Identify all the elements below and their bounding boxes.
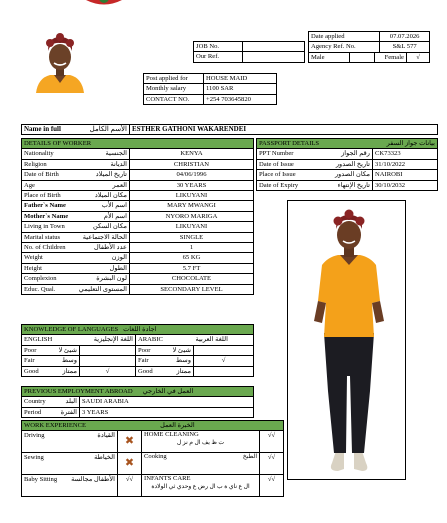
languages-title: KNOWLEDGE OF LANGUAGES اجادة اللغات — [22, 325, 254, 335]
worker-row — [22, 191, 254, 201]
english-level-mark[interactable]: √ — [80, 366, 136, 376]
skill-label: Cooking الطبخ — [142, 453, 260, 475]
name-label: Name in full الأسم الكامل — [22, 125, 130, 135]
worker-field-label: Complexion لون البشرة — [22, 274, 130, 284]
passport-field-value: 30/10/2032 — [373, 180, 438, 190]
male-mark[interactable] — [350, 53, 375, 63]
job-no-value[interactable] — [243, 42, 305, 52]
passport-row — [257, 170, 438, 180]
skill-mark[interactable]: √√ — [118, 475, 142, 497]
english-level-mark[interactable] — [80, 345, 136, 355]
languages-table — [21, 324, 254, 377]
worker-field-value: 04/06/1996 — [130, 170, 254, 180]
worker-field-value: CHRISTIAN — [130, 159, 254, 169]
job-ref-table — [193, 41, 305, 63]
skill-mark[interactable] — [118, 453, 142, 475]
passport-field-value: CK73323 — [373, 149, 438, 159]
worker-row — [22, 222, 254, 232]
our-ref-label: Our Ref. — [194, 52, 243, 62]
worker-field-label: Mother`s Name اسم الأم — [22, 211, 130, 221]
experience-row — [22, 453, 284, 475]
female-label: Female — [375, 53, 407, 63]
male-label: Male — [309, 53, 350, 63]
skill-mark[interactable]: √√ — [260, 431, 284, 453]
worker-field-label: Marital status الحالة الاجتماعية — [22, 232, 130, 242]
worker-row — [22, 159, 254, 169]
worker-table — [21, 138, 254, 295]
worker-field-value: NYORO MARIGA — [130, 211, 254, 221]
headshot-photo — [36, 31, 84, 93]
skill-mark[interactable]: √√ — [260, 453, 284, 475]
experience-table — [21, 420, 284, 497]
arabic-header: ARABIC — [136, 335, 194, 345]
experience-row — [22, 431, 284, 453]
job-no-label: JOB No. — [194, 42, 243, 52]
worker-field-label: Educ. Qual. المستوى التعليمي — [22, 284, 130, 294]
arabic-level-mark[interactable]: √ — [194, 356, 254, 366]
passport-field-value: 31/10/2022 — [373, 159, 438, 169]
name-value: ESTHER GATHONI WAKARENDEI — [130, 125, 438, 135]
experience-title: WORK EXPERIENCE الخبرة العمل — [22, 421, 284, 431]
passport-row — [257, 159, 438, 169]
worker-field-value: 1 — [130, 243, 254, 253]
worker-row — [22, 201, 254, 211]
arabic-level-label: Fair وسط — [136, 356, 194, 366]
worker-field-label: Age العمر — [22, 180, 130, 190]
worker-field-value: SINGLE — [130, 232, 254, 242]
female-mark[interactable]: √ — [407, 53, 430, 63]
english-level-label: Fair وسط — [22, 356, 80, 366]
agency-ref-label: Agency Ref. No. — [309, 42, 380, 52]
period-value: 3 YEARS — [80, 407, 254, 417]
salary-value: 1100 SAR — [204, 84, 277, 94]
contact-label: CONTACT NO. — [144, 94, 204, 104]
worker-row — [22, 170, 254, 180]
arabic-level-label: Poor شيئ لا — [136, 345, 194, 355]
worker-row — [22, 284, 254, 294]
worker-field-value: LIKUYANI — [130, 191, 254, 201]
skill-label: HOME CLEANING ت ظ يف ال م نز ل — [142, 431, 260, 453]
worker-row — [22, 211, 254, 221]
abroad-title: PREVIOUS EMPLOYMENT ABROAD العمل في الخارجي — [22, 387, 254, 397]
worker-field-label: Nationality الجنسية — [22, 149, 130, 159]
arabic-level-mark[interactable] — [194, 366, 254, 376]
gender-table — [308, 52, 430, 63]
worker-field-label: Weight الوزن — [22, 253, 130, 263]
experience-row — [22, 475, 284, 497]
english-header: ENGLISH — [22, 335, 80, 345]
worker-field-value: KENYA — [130, 149, 254, 159]
full-body-photo — [287, 200, 406, 480]
worker-field-value: 5.7 FT — [130, 263, 254, 273]
post-label: Post applied for — [144, 74, 204, 84]
skill-label: INFANTS CARE ال ع ناي ة ب ال رض ع وحدي ثي الولادة — [142, 475, 260, 497]
abroad-table — [21, 386, 254, 418]
arabic-level-label: Good ممتاز — [136, 366, 194, 376]
worker-field-label: Father`s Name اسم الأب — [22, 201, 130, 211]
cross-icon: ✖ — [124, 456, 135, 470]
agency-ref-value: S&L 577 — [380, 42, 430, 52]
passport-row — [257, 180, 438, 190]
post-table — [143, 73, 277, 105]
worker-field-value: LIKUYANI — [130, 222, 254, 232]
skill-label: Driving القيادة — [22, 431, 118, 453]
passport-row — [257, 149, 438, 159]
period-label: Period الفترة — [22, 407, 80, 417]
worker-row — [22, 149, 254, 159]
worker-row — [22, 180, 254, 190]
arabic-level-mark[interactable] — [194, 345, 254, 355]
worker-title: DETAILS OF WORKER — [22, 139, 254, 149]
worker-field-value: CHOCOLATE — [130, 274, 254, 284]
date-applied-value: 07.07.2026 — [380, 32, 430, 42]
english-level-mark[interactable] — [80, 356, 136, 366]
agency-logo — [84, 0, 124, 6]
worker-row — [22, 263, 254, 273]
language-row — [22, 356, 254, 366]
passport-table — [256, 138, 438, 191]
worker-field-label: No. of Children عدد الأطفال — [22, 243, 130, 253]
country-value: SAUDI ARABIA — [80, 397, 254, 407]
worker-field-value: SECONDARY LEVEL — [130, 284, 254, 294]
english-header-ar: اللغة الإنجليزية — [80, 335, 136, 345]
skill-mark[interactable]: √√ — [260, 475, 284, 497]
our-ref-value[interactable] — [243, 52, 305, 62]
worker-field-value: 30 YEARS — [130, 180, 254, 190]
language-row — [22, 366, 254, 376]
passport-title: PASSPORT DETAILS بيانات جواز السفر — [257, 139, 438, 149]
cross-icon: ✖ — [124, 434, 135, 448]
worker-row — [22, 243, 254, 253]
passport-field-label: Date of Issue تاريخ الصدور — [257, 159, 373, 169]
english-level-label: Poor شيئ لا — [22, 345, 80, 355]
worker-field-label: Place of Birth مكان الميلاد — [22, 191, 130, 201]
skill-label: Baby Sitting الأطفال مجالسة — [22, 475, 118, 497]
worker-row — [22, 232, 254, 242]
passport-field-label: Place of Issue مكان الصدور — [257, 170, 373, 180]
english-level-label: Good ممتاز — [22, 366, 80, 376]
passport-field-value: NAIROBI — [373, 170, 438, 180]
worker-field-label: Living in Town مكان السكن — [22, 222, 130, 232]
arabic-header-ar: اللغة العربية — [194, 335, 254, 345]
application-table — [308, 31, 430, 53]
passport-field-label: Date of Expiry تاريخ الإنتهاء — [257, 180, 373, 190]
skill-mark[interactable] — [118, 431, 142, 453]
worker-field-label: Religion الديانة — [22, 159, 130, 169]
worker-row — [22, 253, 254, 263]
country-label: Country البلد — [22, 397, 80, 407]
worker-field-value: MARY MWANGI — [130, 201, 254, 211]
worker-field-label: Date of Birth تاريخ الميلاد — [22, 170, 130, 180]
post-value: HOUSE MAID — [204, 74, 277, 84]
passport-field-label: PPT Number رقم الجواز — [257, 149, 373, 159]
language-row — [22, 345, 254, 355]
salary-label: Monthly salary — [144, 84, 204, 94]
worker-field-value: 65 KG — [130, 253, 254, 263]
contact-value: +254 703645820 — [204, 94, 277, 104]
name-table — [21, 124, 438, 135]
skill-label: Sewing الخياطة — [22, 453, 118, 475]
worker-row — [22, 274, 254, 284]
worker-field-label: Height الطول — [22, 263, 130, 273]
date-applied-label: Date applied — [309, 32, 380, 42]
